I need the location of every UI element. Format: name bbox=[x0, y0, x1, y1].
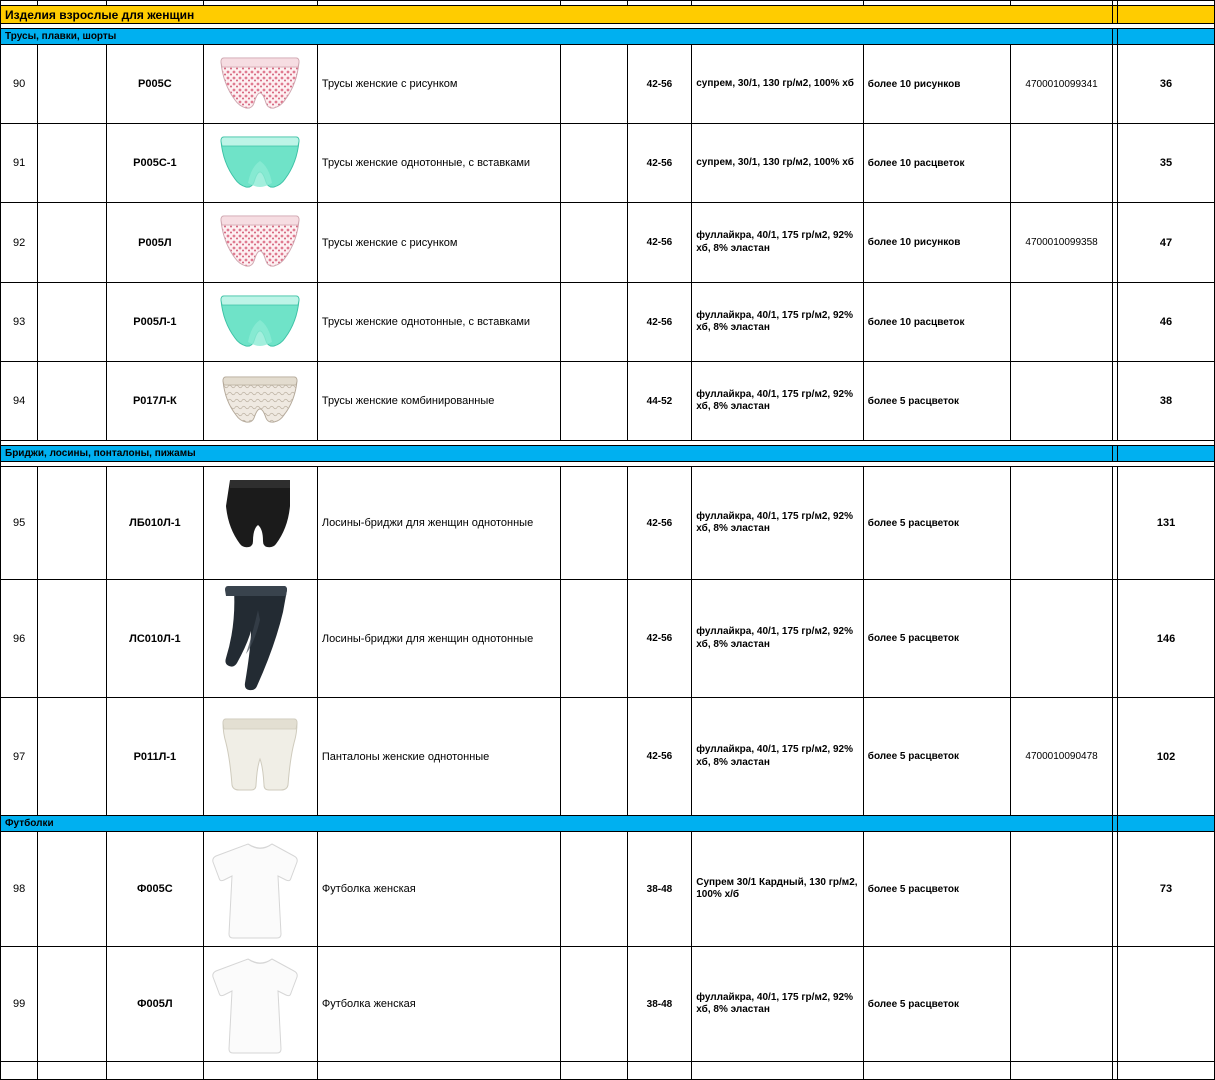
row-number: 90 bbox=[1, 45, 38, 124]
stub-cell bbox=[692, 1062, 864, 1080]
stub-cell bbox=[627, 1062, 692, 1080]
row-blank-1 bbox=[38, 203, 107, 283]
row-blank-2 bbox=[561, 947, 628, 1062]
table-row bbox=[1, 698, 1215, 816]
row-blank-2 bbox=[561, 467, 628, 580]
row-colors: более 10 рисунков bbox=[863, 45, 1010, 124]
stub-cell bbox=[317, 1062, 560, 1080]
table-row bbox=[1, 203, 1215, 283]
row-number: 98 bbox=[1, 832, 38, 947]
row-number: 96 bbox=[1, 580, 38, 698]
row-image bbox=[203, 283, 317, 362]
row-barcode: 4700010099358 bbox=[1011, 203, 1113, 283]
stub-cell bbox=[863, 1062, 1010, 1080]
row-colors: более 5 расцветок bbox=[863, 362, 1010, 441]
row-name: Трусы женские с рисунком bbox=[317, 203, 560, 283]
row-barcode: 4700010090478 bbox=[1011, 698, 1113, 816]
row-number: 93 bbox=[1, 283, 38, 362]
row-barcode bbox=[1011, 467, 1113, 580]
row-article: Р005С bbox=[106, 45, 203, 124]
row-number: 99 bbox=[1, 947, 38, 1062]
row-size: 38-48 bbox=[627, 832, 692, 947]
row-blank-1 bbox=[38, 832, 107, 947]
row-image bbox=[203, 947, 317, 1062]
row-size: 42-56 bbox=[627, 580, 692, 698]
row-blank-1 bbox=[38, 698, 107, 816]
row-number: 92 bbox=[1, 203, 38, 283]
table-row bbox=[1, 947, 1215, 1062]
table-bottom-stub bbox=[1, 1062, 1215, 1080]
table-row bbox=[1, 832, 1215, 947]
row-barcode bbox=[1011, 362, 1113, 441]
row-blank-2 bbox=[561, 832, 628, 947]
row-blank-2 bbox=[561, 124, 628, 203]
section-band-tshirts-label: Футболки bbox=[1, 816, 1113, 832]
panties-mint-plain-icon bbox=[214, 290, 306, 352]
section-band-women-label: Изделия взрослые для женщин bbox=[1, 6, 1113, 24]
row-name: Панталоны женские однотонные bbox=[317, 698, 560, 816]
row-article: ЛС010Л-1 bbox=[106, 580, 203, 698]
section-band-panties bbox=[1, 29, 1215, 45]
tshirt-white-icon bbox=[212, 836, 308, 940]
stub-cell bbox=[1118, 1062, 1215, 1080]
row-blank-2 bbox=[561, 580, 628, 698]
stub-cell bbox=[1, 1062, 38, 1080]
row-fabric: фуллайкра, 40/1, 175 гр/м2, 92% хб, 8% эластан bbox=[692, 698, 864, 816]
row-colors: более 5 расцветок bbox=[863, 467, 1010, 580]
row-fabric: Супрем 30/1 Кардный, 130 гр/м2, 100% х/б bbox=[692, 832, 864, 947]
row-barcode bbox=[1011, 832, 1113, 947]
row-price: 35 bbox=[1118, 124, 1215, 203]
row-image bbox=[203, 124, 317, 203]
stub-cell bbox=[38, 1062, 107, 1080]
row-name: Трусы женские комбинированные bbox=[317, 362, 560, 441]
row-blank-2 bbox=[561, 203, 628, 283]
section-band-women-price-cell bbox=[1118, 6, 1215, 24]
row-colors: более 10 рисунков bbox=[863, 203, 1010, 283]
panties-pink-print-icon bbox=[214, 210, 306, 272]
row-size: 42-56 bbox=[627, 283, 692, 362]
row-colors: более 10 расцветок bbox=[863, 283, 1010, 362]
leggings-long-black-icon bbox=[214, 582, 306, 692]
row-size: 42-56 bbox=[627, 203, 692, 283]
stub-cell bbox=[1011, 1062, 1113, 1080]
row-price: 36 bbox=[1118, 45, 1215, 124]
row-blank-1 bbox=[38, 580, 107, 698]
row-article: Ф005С bbox=[106, 832, 203, 947]
row-image bbox=[203, 45, 317, 124]
row-fabric: фуллайкра, 40/1, 175 гр/м2, 92% хб, 8% эластан bbox=[692, 283, 864, 362]
row-fabric: фуллайкра, 40/1, 175 гр/м2, 92% хб, 8% эластан bbox=[692, 203, 864, 283]
row-colors: более 10 расцветок bbox=[863, 124, 1010, 203]
section-band-women bbox=[1, 6, 1215, 24]
row-price bbox=[1118, 947, 1215, 1062]
section-band-tshirts bbox=[1, 816, 1215, 832]
section-band-tshirts-price-cell bbox=[1118, 816, 1215, 832]
panties-pink-print-icon bbox=[214, 52, 306, 114]
row-fabric: фуллайкра, 40/1, 175 гр/м2, 92% хб, 8% эластан bbox=[692, 467, 864, 580]
row-number: 95 bbox=[1, 467, 38, 580]
panties-lace-beige-icon bbox=[214, 369, 306, 431]
row-blank-1 bbox=[38, 45, 107, 124]
row-colors: более 5 расцветок bbox=[863, 832, 1010, 947]
row-barcode bbox=[1011, 283, 1113, 362]
row-price: 146 bbox=[1118, 580, 1215, 698]
row-barcode bbox=[1011, 580, 1113, 698]
row-number: 91 bbox=[1, 124, 38, 203]
row-article: Р005Л bbox=[106, 203, 203, 283]
tshirt-white-icon bbox=[212, 951, 308, 1055]
row-blank-2 bbox=[561, 362, 628, 441]
table-row bbox=[1, 362, 1215, 441]
row-price: 131 bbox=[1118, 467, 1215, 580]
table-row bbox=[1, 467, 1215, 580]
section-band-leggings-price-cell bbox=[1118, 446, 1215, 462]
row-image bbox=[203, 467, 317, 580]
row-price: 102 bbox=[1118, 698, 1215, 816]
pantaloons-cream-icon bbox=[212, 709, 308, 801]
section-band-panties-price-cell bbox=[1118, 29, 1215, 45]
row-name: Трусы женские с рисунком bbox=[317, 45, 560, 124]
row-barcode: 4700010099341 bbox=[1011, 45, 1113, 124]
row-blank-2 bbox=[561, 283, 628, 362]
row-name: Трусы женские однотонные, с вставками bbox=[317, 283, 560, 362]
row-price: 73 bbox=[1118, 832, 1215, 947]
row-barcode bbox=[1011, 947, 1113, 1062]
row-price: 46 bbox=[1118, 283, 1215, 362]
row-article: ЛБ010Л-1 bbox=[106, 467, 203, 580]
row-name: Футболка женская bbox=[317, 947, 560, 1062]
row-article: Ф005Л bbox=[106, 947, 203, 1062]
row-barcode bbox=[1011, 124, 1113, 203]
row-colors: более 5 расцветок bbox=[863, 698, 1010, 816]
table-row bbox=[1, 580, 1215, 698]
row-blank-1 bbox=[38, 362, 107, 441]
section-band-panties-label: Трусы, плавки, шорты bbox=[1, 29, 1113, 45]
row-number: 97 bbox=[1, 698, 38, 816]
stub-cell bbox=[106, 1062, 203, 1080]
stub-cell bbox=[203, 1062, 317, 1080]
row-image bbox=[203, 203, 317, 283]
row-fabric: фуллайкра, 40/1, 175 гр/м2, 92% хб, 8% эластан bbox=[692, 580, 864, 698]
row-number: 94 bbox=[1, 362, 38, 441]
row-fabric: супрем, 30/1, 130 гр/м2, 100% хб bbox=[692, 45, 864, 124]
row-fabric: фуллайкра, 40/1, 175 гр/м2, 92% хб, 8% эластан bbox=[692, 362, 864, 441]
row-image bbox=[203, 832, 317, 947]
stub-cell bbox=[561, 1062, 628, 1080]
row-blank-1 bbox=[38, 283, 107, 362]
table-row bbox=[1, 45, 1215, 124]
row-size: 42-56 bbox=[627, 124, 692, 203]
row-fabric: фуллайкра, 40/1, 175 гр/м2, 92% хб, 8% эластан bbox=[692, 947, 864, 1062]
row-size: 44-52 bbox=[627, 362, 692, 441]
row-article: Р011Л-1 bbox=[106, 698, 203, 816]
section-band-leggings bbox=[1, 446, 1215, 462]
row-name: Лосины-бриджи для женщин однотонные bbox=[317, 467, 560, 580]
row-article: Р005Л-1 bbox=[106, 283, 203, 362]
row-name: Лосины-бриджи для женщин однотонные bbox=[317, 580, 560, 698]
row-size: 42-56 bbox=[627, 467, 692, 580]
row-blank-1 bbox=[38, 124, 107, 203]
row-name: Трусы женские однотонные, с вставками bbox=[317, 124, 560, 203]
row-size: 38-48 bbox=[627, 947, 692, 1062]
row-price: 47 bbox=[1118, 203, 1215, 283]
row-colors: более 5 расцветок bbox=[863, 947, 1010, 1062]
panties-mint-plain-icon bbox=[214, 131, 306, 193]
table-row bbox=[1, 124, 1215, 203]
row-image bbox=[203, 362, 317, 441]
row-colors: более 5 расцветок bbox=[863, 580, 1010, 698]
row-size: 42-56 bbox=[627, 45, 692, 124]
row-name: Футболка женская bbox=[317, 832, 560, 947]
table-row bbox=[1, 283, 1215, 362]
row-blank-1 bbox=[38, 947, 107, 1062]
row-image bbox=[203, 580, 317, 698]
leggings-short-black-icon bbox=[222, 476, 298, 568]
row-fabric: супрем, 30/1, 130 гр/м2, 100% хб bbox=[692, 124, 864, 203]
section-band-leggings-label: Бриджи, лосины, понталоны, пижамы bbox=[1, 446, 1113, 462]
row-blank-2 bbox=[561, 698, 628, 816]
row-blank-1 bbox=[38, 467, 107, 580]
row-blank-2 bbox=[561, 45, 628, 124]
row-image bbox=[203, 698, 317, 816]
row-article: Р005С-1 bbox=[106, 124, 203, 203]
row-article: Р017Л-К bbox=[106, 362, 203, 441]
row-size: 42-56 bbox=[627, 698, 692, 816]
row-price: 38 bbox=[1118, 362, 1215, 441]
